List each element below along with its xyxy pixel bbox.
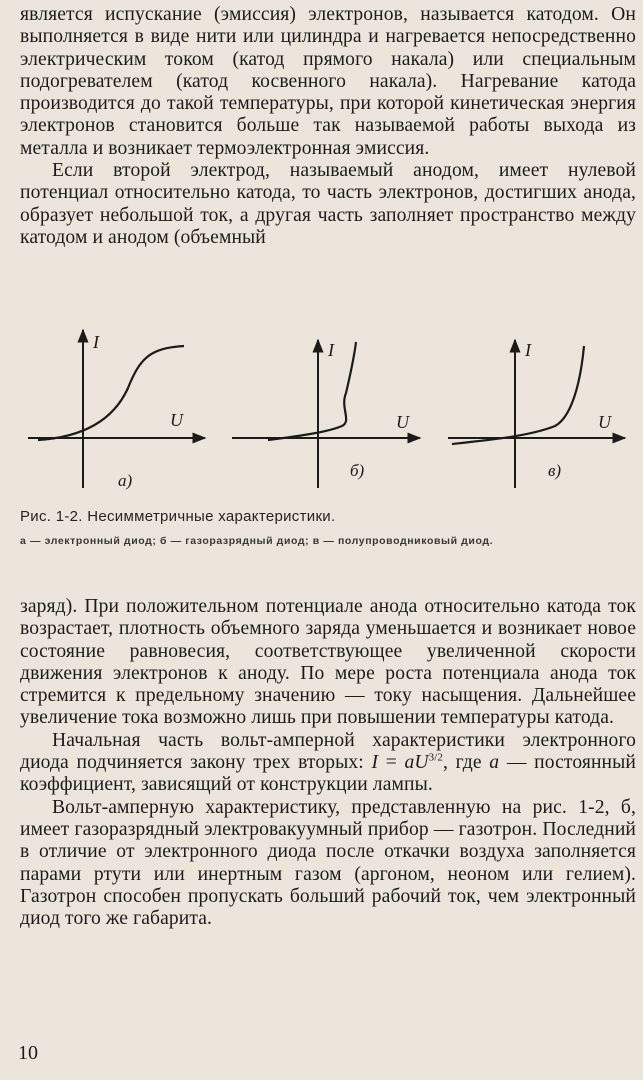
paragraph: заряд). При положительном потенциале анода относительно катода ток возрастает, плотность объемного заряда уменьшается и возникает новое состояние равновесия, соответствующее увеличенной скорости движения электронов к аноду. По мере роста потенциала анода ток стремится к предельному значению — току насыщения. Дальнейшее увеличение тока возможно лишь при повышении температуры катода. bbox=[20, 596, 636, 729]
formula-exponent: 3/2 bbox=[428, 751, 444, 764]
paragraph-formula bbox=[20, 730, 636, 797]
axis-x-label-c: U bbox=[598, 412, 611, 432]
curve-c bbox=[452, 346, 584, 444]
formula-var: a bbox=[489, 752, 500, 774]
caption-legend: а — электронный диод; б — газоразрядный диод; в — полупроводниковый диод. bbox=[20, 535, 494, 547]
axis-y-label-b: I bbox=[328, 340, 334, 360]
panel-label-c: в) bbox=[548, 461, 562, 480]
formula-eq: = bbox=[378, 752, 405, 774]
curve-b bbox=[268, 342, 356, 440]
figure-caption bbox=[20, 508, 640, 547]
figure-1-2 bbox=[0, 318, 643, 508]
panel-label-b: б) bbox=[350, 461, 365, 480]
panel-c bbox=[448, 340, 625, 488]
panel-a bbox=[28, 330, 205, 490]
panel-b bbox=[232, 340, 420, 488]
text-span: — постоянный коэффициент, зависящий от конструкции лампы. bbox=[20, 752, 636, 796]
axis-y-label-c: I bbox=[525, 340, 531, 360]
caption-title: Рис. 1-2. Несимметричные характеристики. bbox=[20, 508, 336, 525]
text-span: , где bbox=[443, 752, 490, 774]
paragraph: является испускание (эмиссия) электронов, называется катодом. Он выполняется в виде нити или цилиндра и нагревается непосредственно электрическим током (катод прямого накала) или специальным подогревателем (катод косвенного накала). Нагревание катода производится до такой температуры, при которой кинетическая энергия электронов становится больше так называемой работы выхода из металла и возникает термоэлектронная эмиссия. bbox=[20, 4, 636, 159]
text-span: Начальная часть вольт-амперной характеристики электронного диода подчиняется закону трех вторых: bbox=[20, 729, 636, 774]
characteristics-diagram bbox=[0, 318, 643, 508]
formula-rhs: aU bbox=[404, 752, 429, 774]
page-number: 10 bbox=[18, 1042, 38, 1064]
axis-y-label-a: I bbox=[93, 332, 99, 352]
curve-a bbox=[38, 346, 184, 440]
axis-x-label-a: U bbox=[170, 410, 183, 430]
formula-lhs: I bbox=[371, 752, 379, 774]
axis-x-label-b: U bbox=[396, 412, 409, 432]
text-block-top bbox=[20, 4, 636, 249]
paragraph: Если второй электрод, называемый анодом, имеет нулевой потенциал относительно катода, то часть электронов, достигших анода, образует небольшой ток, а другая часть заполняет пространство между катодом и анодом (объемный bbox=[20, 160, 636, 248]
text-block-bottom bbox=[20, 596, 636, 930]
paragraph: Вольт-амперную характеристику, представленную на рис. 1-2, б, имеет газоразрядный электровакуумный прибор — газотрон. Последний в отличие от электронного диода после откачки воздуха заполняется парами ртути или инертным газом (аргоном, неоном или гелием). Газотрон способен пропускать больший рабочий ток, чем электронный диод того же габарита. bbox=[20, 796, 636, 930]
panel-label-a: а) bbox=[118, 471, 133, 490]
